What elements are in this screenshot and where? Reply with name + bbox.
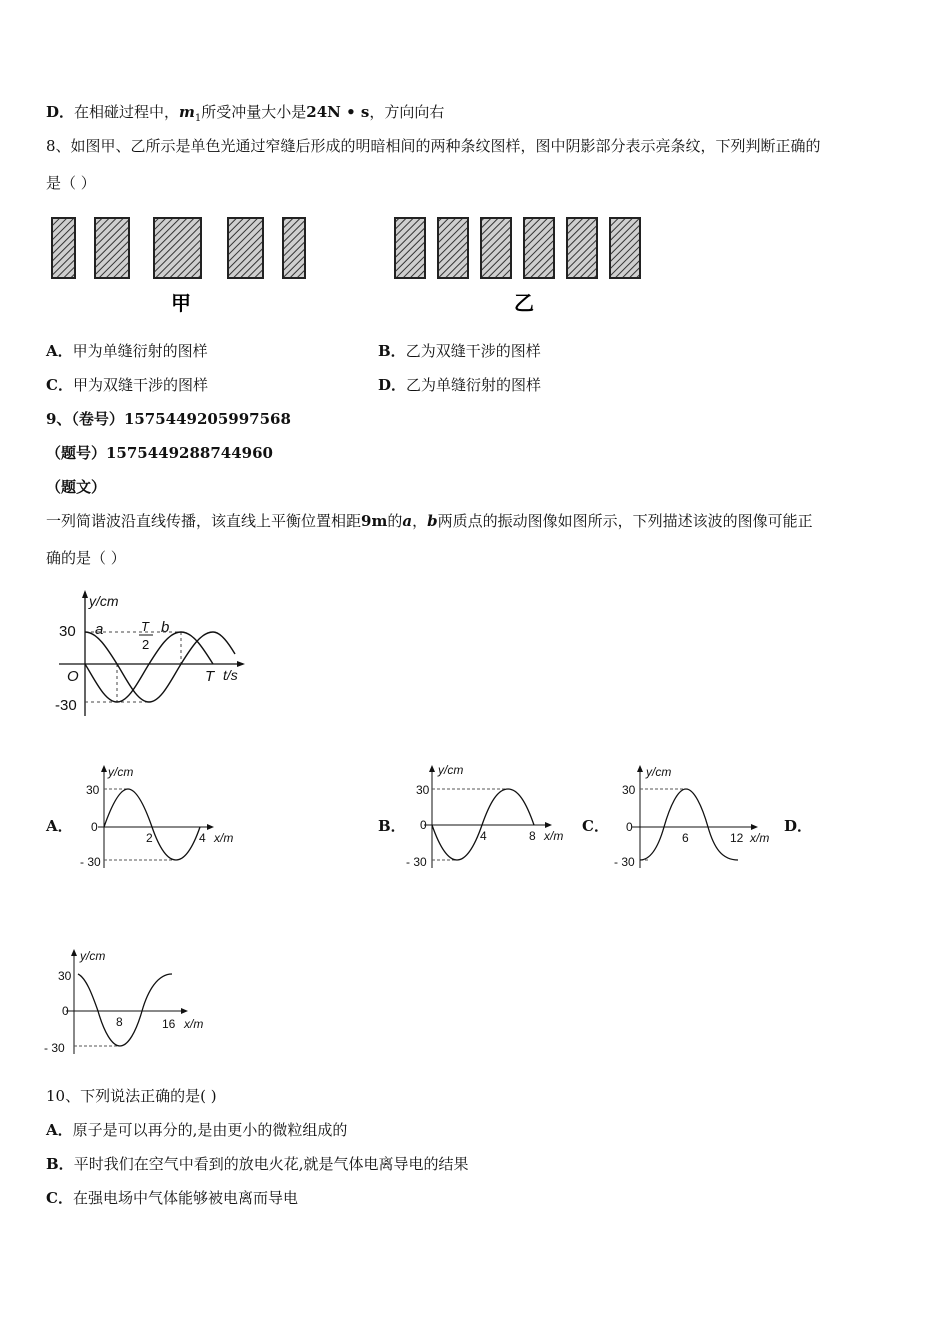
fringe-pattern-yi bbox=[395, 218, 640, 278]
wave-curve bbox=[640, 789, 738, 860]
fringe-pattern-jia bbox=[52, 218, 305, 278]
x-tick-end: 12 bbox=[730, 831, 744, 845]
q8-stem-line2: 是（ ） bbox=[46, 174, 96, 192]
q8-option-d bbox=[378, 375, 541, 395]
wave-curve bbox=[78, 974, 172, 1046]
curve-a bbox=[85, 632, 235, 702]
y-tick-top: 30 bbox=[86, 783, 100, 797]
option-label: A． bbox=[46, 1121, 73, 1139]
q10-option-a bbox=[46, 1120, 347, 1140]
x-tick-end: 16 bbox=[162, 1017, 176, 1031]
origin-label: 0 bbox=[62, 1004, 69, 1018]
fringe-label-jia: 甲 bbox=[171, 291, 191, 315]
q9-var-b: b bbox=[427, 512, 438, 530]
fringe-stripe bbox=[481, 218, 511, 278]
origin-label: 0 bbox=[626, 820, 633, 834]
option-text: 甲为双缝干涉的图样 bbox=[72, 376, 208, 394]
fringe-stripe bbox=[283, 218, 305, 278]
option-label: C． bbox=[46, 1189, 73, 1207]
q9-stem-a: 一列简谐波沿直线传播，该直线上平衡位置相距 bbox=[46, 512, 362, 530]
q9-option-c-graph bbox=[610, 762, 780, 872]
option-text: 乙为双缝干涉的图样 bbox=[405, 342, 541, 360]
x-axis-label: x/m bbox=[750, 831, 770, 845]
q7-option-d bbox=[46, 102, 444, 129]
x-tick-end: 4 bbox=[199, 831, 206, 845]
x-axis-arrow bbox=[545, 822, 552, 828]
q8-option-c bbox=[46, 375, 208, 395]
y-tick-top: 30 bbox=[58, 969, 72, 983]
x-tick-mid: 2 bbox=[146, 831, 153, 845]
option-label: B． bbox=[46, 1155, 74, 1173]
fringe-stripe bbox=[438, 218, 468, 278]
option-text: 平时我们在空气中看到的放电火花,就是气体电离导电的结果 bbox=[73, 1155, 469, 1173]
y-axis-arrow bbox=[82, 590, 88, 598]
q7-option-d-text-pre: 在相碰过程中， bbox=[74, 103, 180, 121]
option-text: 甲为单缝衍射的图样 bbox=[72, 342, 208, 360]
option-label: B． bbox=[378, 342, 406, 360]
q8-option-a bbox=[46, 341, 208, 361]
fringe-stripe bbox=[52, 218, 75, 278]
wave-curve bbox=[104, 789, 200, 860]
origin-label: 0 bbox=[91, 820, 98, 834]
option-label: D． bbox=[378, 376, 407, 394]
q9-comma: ， bbox=[412, 512, 428, 530]
q9-vibration-graph bbox=[55, 588, 255, 720]
x-axis-arrow bbox=[237, 661, 245, 667]
x-axis-arrow bbox=[181, 1008, 188, 1014]
q8-stem-line1: 8、如图甲、乙所示是单色光通过窄缝后形成的明暗相间的两种条纹图样，图中阴影部分表示亮条纹，下列判断正确的 bbox=[46, 137, 821, 155]
y-tick-30: 30 bbox=[59, 623, 76, 640]
q9-option-a-graph bbox=[80, 762, 240, 872]
y-tick-top: 30 bbox=[416, 783, 430, 797]
x-axis-arrow bbox=[751, 824, 758, 830]
x-tick-mid: 8 bbox=[116, 1015, 123, 1029]
x-tick-mid: 6 bbox=[682, 831, 689, 845]
y-axis-label: y/cm bbox=[80, 949, 106, 963]
origin-label: O bbox=[67, 668, 79, 685]
q9-distance: 9m bbox=[361, 512, 388, 530]
q9-stem-line2: 确的是（ ） bbox=[46, 549, 126, 567]
q7-option-d-text-end: ，方向向右 bbox=[369, 103, 445, 121]
q9-option-c-label: C． bbox=[582, 817, 609, 835]
y-axis-label: y/cm bbox=[89, 593, 119, 609]
y-tick-bottom: - 30 bbox=[80, 855, 101, 869]
y-tick-bottom: - 30 bbox=[614, 855, 635, 869]
q7-option-d-label: D． bbox=[46, 103, 75, 121]
q7-option-d-text-post: 所受冲量大小是 bbox=[201, 103, 307, 121]
x-axis-label: x/m bbox=[214, 831, 234, 845]
x-tick-end: 8 bbox=[529, 829, 536, 843]
option-label: C． bbox=[46, 376, 73, 394]
y-axis-label: y/cm bbox=[108, 765, 134, 779]
q8-option-b bbox=[378, 341, 541, 361]
q9-option-b-label: B． bbox=[378, 817, 406, 835]
q9-stem-b: 的 bbox=[387, 512, 403, 530]
q8-fringe-figure bbox=[46, 210, 656, 320]
q7-var-m: m bbox=[179, 103, 195, 121]
q9-ti-number: （题号）1575449288744960 bbox=[46, 444, 273, 462]
y-tick-top: 30 bbox=[622, 783, 636, 797]
q7-impulse-value: 24N • s bbox=[306, 103, 370, 121]
fringe-stripe bbox=[228, 218, 263, 278]
option-text: 原子是可以再分的,是由更小的微粒组成的 bbox=[72, 1121, 348, 1139]
fringe-stripe bbox=[610, 218, 640, 278]
q9-juan-number: 9、（卷号）1575449205997568 bbox=[46, 410, 291, 428]
q9-option-d-graph bbox=[44, 946, 214, 1058]
q10-option-c bbox=[46, 1188, 298, 1208]
x-axis-label: x/m bbox=[184, 1017, 204, 1031]
t-end-label: T bbox=[205, 668, 215, 685]
curve-b-label: b bbox=[161, 619, 170, 636]
fringe-stripe bbox=[567, 218, 597, 278]
half-period-denominator: 2 bbox=[142, 637, 150, 652]
q7-var-sub: 1 bbox=[194, 113, 202, 124]
fringe-label-yi: 乙 bbox=[514, 291, 534, 315]
x-axis-label: x/m bbox=[544, 829, 564, 843]
y-axis-arrow bbox=[71, 949, 77, 956]
q9-stem-c: 两质点的振动图像如图所示，下列描述该波的图像可能正 bbox=[437, 512, 813, 530]
q9-stem-line1 bbox=[46, 511, 813, 531]
y-axis-arrow bbox=[429, 765, 435, 772]
q10-stem: 10、下列说法正确的是( ) bbox=[46, 1087, 217, 1105]
fringe-stripe bbox=[95, 218, 129, 278]
q10-option-b bbox=[46, 1154, 468, 1174]
half-period-numerator: T bbox=[141, 619, 149, 634]
q9-option-d-label: D． bbox=[784, 817, 813, 835]
option-label: A． bbox=[46, 342, 73, 360]
x-axis-arrow bbox=[207, 824, 214, 830]
y-tick-bottom: - 30 bbox=[406, 855, 427, 869]
y-axis-label: y/cm bbox=[438, 763, 464, 777]
q9-var-a: a bbox=[402, 512, 413, 530]
option-text: 乙为单缝衍射的图样 bbox=[406, 376, 542, 394]
q9-option-a-label: A． bbox=[46, 817, 73, 835]
y-axis-arrow bbox=[101, 765, 107, 772]
y-axis-arrow bbox=[637, 765, 643, 772]
fringe-stripe bbox=[524, 218, 554, 278]
y-axis-label: y/cm bbox=[646, 765, 672, 779]
q9-option-b-graph bbox=[402, 762, 572, 872]
fringe-stripe bbox=[154, 218, 201, 278]
origin-label: 0 bbox=[420, 818, 427, 832]
curve-a-label: a bbox=[95, 621, 104, 638]
y-tick-bottom: - 30 bbox=[44, 1041, 65, 1055]
y-tick-minus-30: -30 bbox=[55, 697, 77, 714]
x-tick-mid: 4 bbox=[480, 829, 487, 843]
fringe-stripe bbox=[395, 218, 425, 278]
option-text: 在强电场中气体能够被电离而导电 bbox=[72, 1189, 298, 1207]
x-axis-label: t/s bbox=[223, 667, 238, 683]
q9-tiwen: （题文） bbox=[46, 478, 107, 496]
